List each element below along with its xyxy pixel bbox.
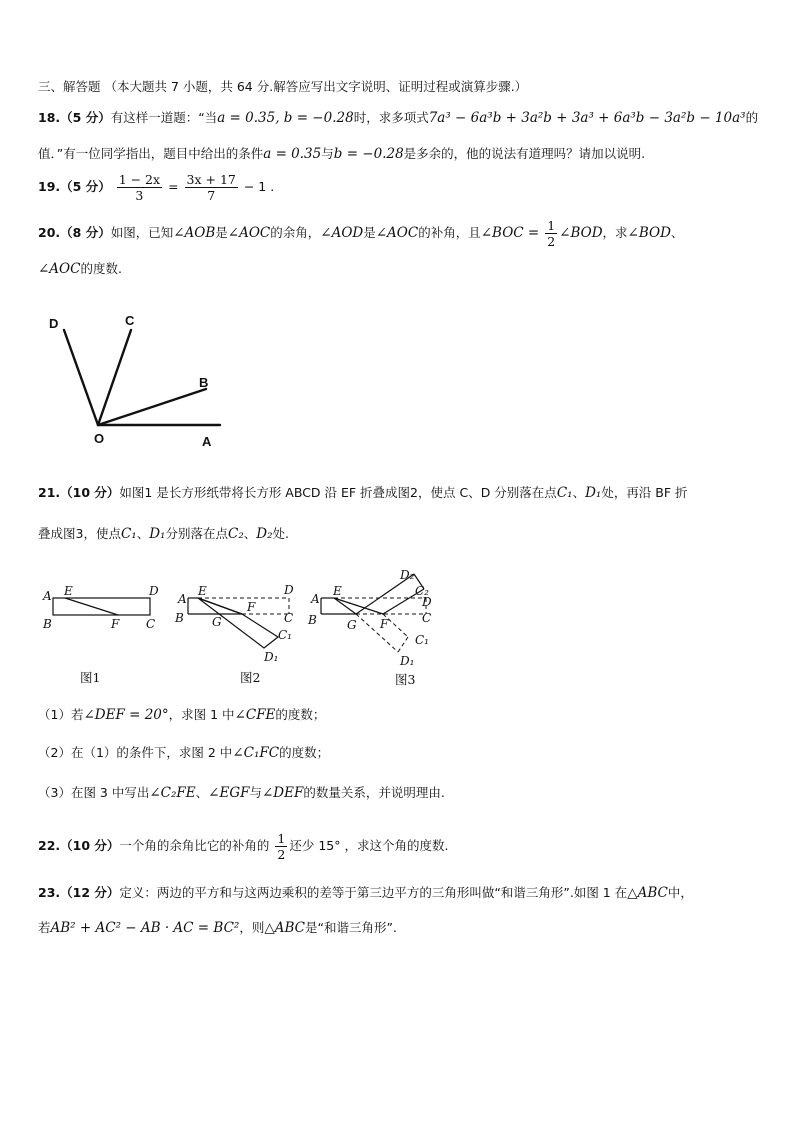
fig1-rectangle <box>53 598 150 615</box>
q22-half-den: 2 <box>277 847 286 862</box>
q20-text2: 是 <box>215 225 228 240</box>
q21-p3-text3: 的数量关系，并说明理由. <box>303 785 445 800</box>
q20-half-den: 2 <box>547 234 556 249</box>
q19-frac1-num: 1 − 2x <box>118 172 161 187</box>
fig3-label-a: A <box>311 592 320 606</box>
q20-line1 <box>38 218 683 249</box>
q23-equation: AB² + AC² − AB · AC = BC² <box>50 920 240 936</box>
q21-figure-1 <box>42 584 159 685</box>
q21-part3 <box>38 783 445 803</box>
q19-number: 19.（5 分） <box>38 179 111 194</box>
q21-number: 21.（10 分） <box>38 485 120 500</box>
fig3-label-c1: C₁ <box>415 633 429 647</box>
fig2-label-b: B <box>175 611 184 625</box>
fig2-label-e: E <box>198 584 207 598</box>
q18-polynomial: 7a³ − 6a³b + 3a²b + 3a³ + 6a³b − 3a²b − 10a³ <box>428 110 746 126</box>
q21-p2-text1: （2）在（1）的条件下，求图 2 中 <box>38 745 233 760</box>
q20-angle-bod: ∠BOD <box>559 225 603 241</box>
q19-frac2-den: 7 <box>207 188 216 203</box>
ray-od <box>64 330 98 425</box>
q20-angle-aod: ∠AOD <box>320 225 364 241</box>
q19-frac1-den: 3 <box>135 188 144 203</box>
fig3-label-d: D <box>422 595 432 609</box>
q20-text3: 的余角， <box>270 225 321 240</box>
q21-p3-angle3: ∠DEF <box>262 785 304 801</box>
q20-line2 <box>38 259 122 279</box>
fig1-label-d: D <box>149 584 159 598</box>
q23-line2 <box>38 918 397 938</box>
q21-figure-3 <box>307 568 432 687</box>
q21-figure-2 <box>174 583 294 685</box>
fig1-label-a: A <box>43 589 52 603</box>
q20-text6: ，求 <box>602 225 628 240</box>
q21-p1-text2: ，求图 1 中 <box>168 707 235 722</box>
q21-part2 <box>38 743 329 763</box>
q20-half <box>545 218 557 249</box>
q21-sep3: 、 <box>243 526 257 541</box>
fig3-label-c: C <box>422 611 432 625</box>
q20-text4: 是 <box>363 225 376 240</box>
q19-equals: = <box>168 179 179 194</box>
q23-number: 23.（12 分） <box>38 885 120 900</box>
fig2-label-c: C <box>284 611 294 625</box>
q19-line <box>38 172 274 203</box>
q22-half-num: 1 <box>277 831 286 846</box>
q20-angle-aoc: ∠AOC <box>227 225 271 241</box>
fig2-label-d: D <box>284 583 294 597</box>
fig1-label-b: B <box>43 617 52 631</box>
q20-text5: 的补角，且 <box>418 225 481 240</box>
q21-text2: 处，再沿 BF 折 <box>601 485 688 500</box>
q21-text1: 如图1 是长方形纸带将长方形 ABCD 沿 EF 折叠成图2，使点 C、D 分别落在点 <box>119 485 557 500</box>
q18-text-end: 的 <box>745 110 759 125</box>
q20-angle-boc: ∠BOC = <box>480 225 540 241</box>
q18-line1 <box>38 108 758 128</box>
q18-text3: 与 <box>321 146 334 161</box>
q21-p1-text1: （1）若 <box>38 707 84 722</box>
q21-p1-text3: 的度数； <box>275 707 326 722</box>
q21-c1: C₁ <box>556 485 573 501</box>
fig1-label-e: E <box>64 584 73 598</box>
q21-text3: 叠成图3，使点 <box>38 526 121 541</box>
q21-d1: D₁ <box>585 485 602 501</box>
q23-text3: 若 <box>38 920 51 935</box>
q21-p1-angle-def: ∠DEF = 20° <box>83 707 169 723</box>
fig3-label-d2: D₂ <box>400 568 415 582</box>
q18-text-mid: 时，求多项式 <box>353 110 429 125</box>
q21-p3-text2: 与 <box>249 785 262 800</box>
q19-tail: − 1 . <box>243 179 275 194</box>
q18-cond-b: b = −0.28 <box>333 146 404 162</box>
q21-line2 <box>38 524 289 544</box>
fig3-old-flap-left <box>356 614 398 652</box>
label-o: O <box>94 431 105 446</box>
ray-oc <box>98 330 131 425</box>
q21-d1b: D₁ <box>149 526 166 542</box>
q18-number: 18.（5 分） <box>38 110 111 125</box>
q20-number: 20.（8 分） <box>38 225 111 240</box>
q18-line2 <box>38 144 645 164</box>
q20-angle-figure <box>38 305 238 455</box>
q20-text7: 、 <box>670 225 684 240</box>
q21-p3-sep: 、 <box>195 785 209 800</box>
q22-text1: 一个角的余角比它的补角的 <box>119 838 270 853</box>
fig2-label-c1: C₁ <box>278 628 292 642</box>
q20-half-num: 1 <box>547 218 556 233</box>
q20-angle-aoc-2: ∠AOC <box>375 225 419 241</box>
q18-cond-a: a = 0.35 <box>263 146 322 162</box>
fig2-label-g: G <box>212 615 222 629</box>
fig3-label-f: F <box>380 617 389 631</box>
fig3-label-d1: D₁ <box>400 654 415 668</box>
q19-frac2-num: 3x + 17 <box>186 172 236 187</box>
q20-angle-bod-2: ∠BOD <box>627 225 671 241</box>
q21-p3-angle1: ∠C₂FE <box>149 785 196 801</box>
q18-text2: 值．”有一位同学指出，题目中给出的条件 <box>38 146 264 161</box>
q20-angle-aob: ∠AOB <box>173 225 216 241</box>
fig3-label-g: G <box>347 618 357 632</box>
label-a: A <box>202 434 212 449</box>
q21-c2: C₂ <box>228 526 244 542</box>
label-c: C <box>125 313 135 328</box>
label-b: B <box>199 375 209 390</box>
q18-text4: 是多余的，他的说法有道理吗？请加以说明. <box>403 146 646 161</box>
q21-text5: 处. <box>272 526 289 541</box>
q21-p2-text2: 的度数； <box>279 745 330 760</box>
q23-text2: 中， <box>667 885 693 900</box>
q23-line1 <box>38 883 693 903</box>
q23-triangle: △ABC <box>627 885 668 901</box>
q20-text8: 的度数. <box>80 261 122 276</box>
q21-d2: D₂ <box>256 526 273 542</box>
section-header: 三、解答题 （本大题共 7 小题，共 64 分.解答应写出文字说明、证明过程或演算步骤.） <box>38 79 528 94</box>
q21-p3-text1: （3）在图 3 中写出 <box>38 785 150 800</box>
fig1-label-f: F <box>111 617 120 631</box>
q22-half <box>275 831 287 862</box>
fig1-caption: 图1 <box>80 670 101 685</box>
q19-fraction-left <box>117 172 162 203</box>
fig2-label-d1: D₁ <box>264 650 279 664</box>
fig2-folded-flap <box>198 598 278 648</box>
fig3-label-b: B <box>308 613 317 627</box>
q21-c1b: C₁ <box>120 526 137 542</box>
fig2-caption: 图2 <box>240 670 261 685</box>
q21-p1-angle-cfe: ∠CFE <box>234 707 276 723</box>
q22-number: 22.（10 分） <box>38 838 120 853</box>
label-d: D <box>49 316 59 331</box>
fig3-label-e: E <box>333 584 342 598</box>
q21-sep2: 、 <box>136 526 150 541</box>
fig2-label-a: A <box>178 592 187 606</box>
q21-folding-figures <box>38 562 448 692</box>
fig2-label-f: F <box>247 600 256 614</box>
ray-ob <box>98 389 206 425</box>
q22-text2: 还少 15° ，求这个角的度数. <box>289 838 449 853</box>
q23-text5: 是“和谐三角形”. <box>304 920 397 935</box>
q19-fraction-right <box>185 172 238 203</box>
q21-p2-angle: ∠C₁FC <box>232 745 280 761</box>
q23-text1: 定义：两边的平方和与这两边乘积的差等于第三边平方的三角形叫做“和谐三角形”.如图 1 在 <box>119 885 628 900</box>
q18-condition: a = 0.35, b = −0.28 <box>217 110 354 126</box>
q18-text: 有这样一道题：“当 <box>110 110 218 125</box>
q21-sep1: 、 <box>572 485 586 500</box>
q22-line <box>38 831 448 862</box>
fig3-caption: 图3 <box>395 672 416 687</box>
q23-triangle-2: △ABC <box>264 920 305 936</box>
q21-part1 <box>38 705 325 725</box>
q21-text4: 分别落在点 <box>165 526 228 541</box>
q20-angle-aoc-3: ∠AOC <box>38 261 81 277</box>
q23-text4: ，则 <box>239 920 265 935</box>
q21-p3-angle2: ∠EGF <box>208 785 250 801</box>
fig1-fold-ef <box>65 598 118 615</box>
q21-line1 <box>38 483 688 503</box>
fig3-label-c2: C₂ <box>415 584 429 598</box>
fig1-label-c: C <box>146 617 156 631</box>
q20-text1: 如图，已知 <box>110 225 174 240</box>
